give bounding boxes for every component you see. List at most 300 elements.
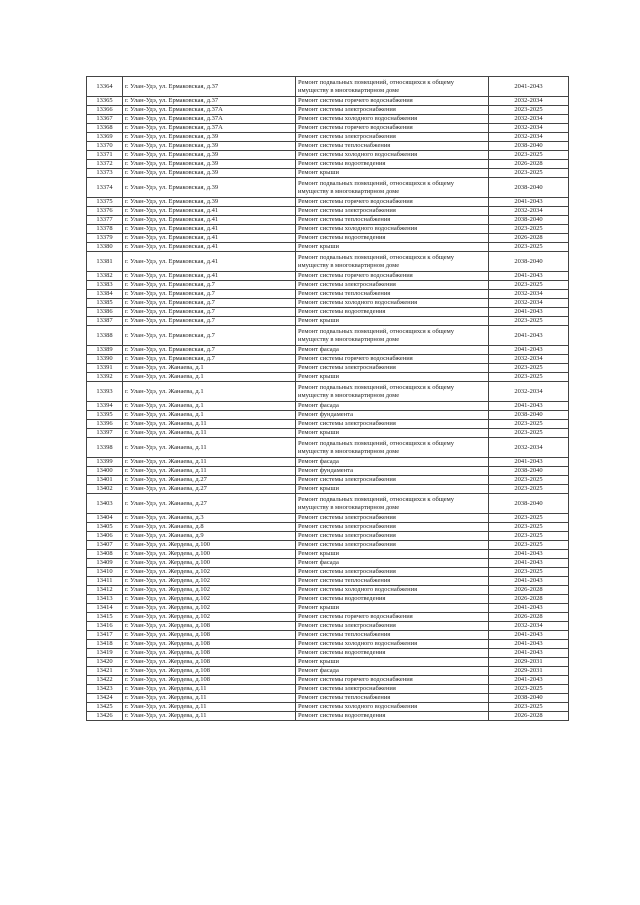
period-cell: 2026-2028 xyxy=(489,586,569,595)
period-cell: 2032-2034 xyxy=(489,382,569,402)
period-cell: 2023-2025 xyxy=(489,703,569,712)
row-number-cell: 13424 xyxy=(87,694,123,703)
table-row xyxy=(87,438,569,458)
work-type-cell: Ремонт системы теплоснабжения xyxy=(296,142,489,151)
period-cell: 2041-2043 xyxy=(489,577,569,586)
row-number-cell: 13410 xyxy=(87,568,123,577)
period-cell: 2041-2043 xyxy=(489,550,569,559)
table-row xyxy=(87,281,569,290)
work-type-cell: Ремонт подвальных помещений, относящихся к общему имуществу в многоквартирном доме xyxy=(296,382,489,402)
period-cell: 2041-2043 xyxy=(489,649,569,658)
row-number-cell: 13364 xyxy=(87,77,123,97)
table-row xyxy=(87,467,569,476)
period-cell: 2023-2025 xyxy=(489,225,569,234)
table-row xyxy=(87,712,569,721)
work-type-cell: Ремонт фасада xyxy=(296,559,489,568)
period-cell: 2023-2025 xyxy=(489,485,569,494)
row-number-cell: 13394 xyxy=(87,402,123,411)
row-number-cell: 13425 xyxy=(87,703,123,712)
work-type-cell: Ремонт системы электроснабжения xyxy=(296,476,489,485)
address-cell: г. Улан-Удэ, ул. Жердева, д.102 xyxy=(123,577,296,586)
period-cell: 2023-2025 xyxy=(489,106,569,115)
row-number-cell: 13411 xyxy=(87,577,123,586)
work-type-cell: Ремонт подвальных помещений, относящихся к общему имуществу в многоквартирном доме xyxy=(296,178,489,198)
work-type-cell: Ремонт системы электроснабжения xyxy=(296,523,489,532)
period-cell: 2026-2028 xyxy=(489,613,569,622)
work-type-cell: Ремонт подвальных помещений, относящихся к общему имуществу в многоквартирном доме xyxy=(296,77,489,97)
table-row xyxy=(87,411,569,420)
period-cell: 2041-2043 xyxy=(489,308,569,317)
row-number-cell: 13388 xyxy=(87,326,123,346)
table-row xyxy=(87,216,569,225)
row-number-cell: 13413 xyxy=(87,595,123,604)
row-number-cell: 13371 xyxy=(87,151,123,160)
table-row xyxy=(87,613,569,622)
work-type-cell: Ремонт крыши xyxy=(296,485,489,494)
work-type-cell: Ремонт крыши xyxy=(296,373,489,382)
table-row xyxy=(87,541,569,550)
address-cell: г. Улан-Удэ, ул. Жанаева, д.11 xyxy=(123,467,296,476)
row-number-cell: 13370 xyxy=(87,142,123,151)
address-cell: г. Улан-Удэ, ул. Жанаева, д.9 xyxy=(123,532,296,541)
work-type-cell: Ремонт системы горячего водоснабжения xyxy=(296,613,489,622)
row-number-cell: 13375 xyxy=(87,198,123,207)
table-row xyxy=(87,476,569,485)
period-cell: 2023-2025 xyxy=(489,476,569,485)
table-row xyxy=(87,106,569,115)
row-number-cell: 13415 xyxy=(87,613,123,622)
period-cell: 2023-2025 xyxy=(489,532,569,541)
period-cell: 2023-2025 xyxy=(489,523,569,532)
table-row xyxy=(87,160,569,169)
table-row xyxy=(87,667,569,676)
period-cell: 2032-2034 xyxy=(489,290,569,299)
row-number-cell: 13400 xyxy=(87,467,123,476)
row-number-cell: 13406 xyxy=(87,532,123,541)
work-type-cell: Ремонт подвальных помещений, относящихся к общему имуществу в многоквартирном доме xyxy=(296,326,489,346)
row-number-cell: 13404 xyxy=(87,514,123,523)
work-type-cell: Ремонт системы холодного водоснабжения xyxy=(296,299,489,308)
row-number-cell: 13386 xyxy=(87,308,123,317)
work-type-cell: Ремонт системы горячего водоснабжения xyxy=(296,272,489,281)
period-cell: 2038-2040 xyxy=(489,252,569,272)
repair-schedule-table xyxy=(86,76,569,721)
row-number-cell: 13419 xyxy=(87,649,123,658)
work-type-cell: Ремонт фасада xyxy=(296,667,489,676)
work-type-cell: Ремонт системы водоотведения xyxy=(296,160,489,169)
table-row xyxy=(87,178,569,198)
work-type-cell: Ремонт крыши xyxy=(296,604,489,613)
table-row xyxy=(87,346,569,355)
work-type-cell: Ремонт системы теплоснабжения xyxy=(296,290,489,299)
row-number-cell: 13414 xyxy=(87,604,123,613)
period-cell: 2038-2040 xyxy=(489,411,569,420)
period-cell: 2041-2043 xyxy=(489,676,569,685)
row-number-cell: 13422 xyxy=(87,676,123,685)
row-number-cell: 13391 xyxy=(87,364,123,373)
address-cell: г. Улан-Удэ, ул. Жердева, д.108 xyxy=(123,649,296,658)
address-cell: г. Улан-Удэ, ул. Жердева, д.100 xyxy=(123,541,296,550)
row-number-cell: 13393 xyxy=(87,382,123,402)
work-type-cell: Ремонт фундамента xyxy=(296,411,489,420)
row-number-cell: 13378 xyxy=(87,225,123,234)
period-cell: 2041-2043 xyxy=(489,631,569,640)
period-cell: 2023-2025 xyxy=(489,151,569,160)
period-cell: 2032-2034 xyxy=(489,438,569,458)
row-number-cell: 13380 xyxy=(87,243,123,252)
work-type-cell: Ремонт системы электроснабжения xyxy=(296,514,489,523)
table-row xyxy=(87,115,569,124)
period-cell: 2038-2040 xyxy=(489,467,569,476)
row-number-cell: 13402 xyxy=(87,485,123,494)
row-number-cell: 13392 xyxy=(87,373,123,382)
work-type-cell: Ремонт подвальных помещений, относящихся к общему имуществу в многоквартирном доме xyxy=(296,252,489,272)
period-cell: 2026-2028 xyxy=(489,595,569,604)
table-row xyxy=(87,586,569,595)
address-cell: г. Улан-Удэ, ул. Ермаковская, д.41 xyxy=(123,243,296,252)
table-row xyxy=(87,207,569,216)
table-row xyxy=(87,703,569,712)
period-cell: 2032-2034 xyxy=(489,355,569,364)
table-row xyxy=(87,577,569,586)
row-number-cell: 13418 xyxy=(87,640,123,649)
table-row xyxy=(87,243,569,252)
work-type-cell: Ремонт системы холодного водоснабжения xyxy=(296,115,489,124)
table-row xyxy=(87,355,569,364)
period-cell: 2023-2025 xyxy=(489,420,569,429)
work-type-cell: Ремонт системы электроснабжения xyxy=(296,133,489,142)
table-row xyxy=(87,685,569,694)
work-type-cell: Ремонт системы водоотведения xyxy=(296,234,489,243)
period-cell: 2032-2034 xyxy=(489,207,569,216)
period-cell: 2041-2043 xyxy=(489,604,569,613)
period-cell: 2032-2034 xyxy=(489,622,569,631)
table-row xyxy=(87,604,569,613)
table-row xyxy=(87,622,569,631)
period-cell: 2038-2040 xyxy=(489,142,569,151)
address-cell: г. Улан-Удэ, ул. Жердева, д.108 xyxy=(123,658,296,667)
address-cell: г. Улан-Удэ, ул. Ермаковская, д.41 xyxy=(123,272,296,281)
period-cell: 2023-2025 xyxy=(489,281,569,290)
table-row xyxy=(87,532,569,541)
address-cell: г. Улан-Удэ, ул. Жердева, д.108 xyxy=(123,640,296,649)
address-cell: г. Улан-Удэ, ул. Ермаковская, д.41 xyxy=(123,234,296,243)
address-cell: г. Улан-Удэ, ул. Ермаковская, д.39 xyxy=(123,198,296,207)
work-type-cell: Ремонт крыши xyxy=(296,658,489,667)
period-cell: 2041-2043 xyxy=(489,640,569,649)
work-type-cell: Ремонт системы электроснабжения xyxy=(296,106,489,115)
period-cell: 2023-2025 xyxy=(489,169,569,178)
address-cell: г. Улан-Удэ, ул. Жердева, д.11 xyxy=(123,694,296,703)
address-cell: г. Улан-Удэ, ул. Ермаковская, д.37 xyxy=(123,77,296,97)
address-cell: г. Улан-Удэ, ул. Жанаева, д.3 xyxy=(123,514,296,523)
row-number-cell: 13389 xyxy=(87,346,123,355)
period-cell: 2038-2040 xyxy=(489,494,569,514)
work-type-cell: Ремонт системы горячего водоснабжения xyxy=(296,124,489,133)
table-row xyxy=(87,308,569,317)
table-row xyxy=(87,694,569,703)
row-number-cell: 13374 xyxy=(87,178,123,198)
work-type-cell: Ремонт системы горячего водоснабжения xyxy=(296,676,489,685)
work-type-cell: Ремонт крыши xyxy=(296,550,489,559)
table-row xyxy=(87,485,569,494)
address-cell: г. Улан-Удэ, ул. Жанаева, д.11 xyxy=(123,458,296,467)
table-row xyxy=(87,494,569,514)
period-cell: 2026-2028 xyxy=(489,160,569,169)
address-cell: г. Улан-Удэ, ул. Ермаковская, д.41 xyxy=(123,207,296,216)
work-type-cell: Ремонт системы теплоснабжения xyxy=(296,577,489,586)
row-number-cell: 13426 xyxy=(87,712,123,721)
table-row xyxy=(87,595,569,604)
address-cell: г. Улан-Удэ, ул. Жердева, д.108 xyxy=(123,631,296,640)
address-cell: г. Улан-Удэ, ул. Жердева, д.102 xyxy=(123,604,296,613)
period-cell: 2041-2043 xyxy=(489,326,569,346)
address-cell: г. Улан-Удэ, ул. Ермаковская, д.39 xyxy=(123,169,296,178)
work-type-cell: Ремонт фасада xyxy=(296,402,489,411)
period-cell: 2041-2043 xyxy=(489,77,569,97)
work-type-cell: Ремонт системы электроснабжения xyxy=(296,532,489,541)
work-type-cell: Ремонт крыши xyxy=(296,317,489,326)
table-row xyxy=(87,299,569,308)
period-cell: 2032-2034 xyxy=(489,124,569,133)
address-cell: г. Улан-Удэ, ул. Жердева, д.102 xyxy=(123,586,296,595)
table-row xyxy=(87,151,569,160)
work-type-cell: Ремонт фасада xyxy=(296,346,489,355)
row-number-cell: 13405 xyxy=(87,523,123,532)
work-type-cell: Ремонт системы холодного водоснабжения xyxy=(296,640,489,649)
work-type-cell: Ремонт крыши xyxy=(296,169,489,178)
address-cell: г. Улан-Удэ, ул. Ермаковская, д.7 xyxy=(123,346,296,355)
address-cell: г. Улан-Удэ, ул. Жанаева, д.1 xyxy=(123,373,296,382)
table-row xyxy=(87,133,569,142)
table-row xyxy=(87,649,569,658)
table-row xyxy=(87,523,569,532)
period-cell: 2041-2043 xyxy=(489,272,569,281)
period-cell: 2023-2025 xyxy=(489,364,569,373)
period-cell: 2038-2040 xyxy=(489,216,569,225)
table-row xyxy=(87,234,569,243)
table-row xyxy=(87,142,569,151)
period-cell: 2038-2040 xyxy=(489,178,569,198)
row-number-cell: 13365 xyxy=(87,97,123,106)
period-cell: 2041-2043 xyxy=(489,198,569,207)
table-row xyxy=(87,97,569,106)
work-type-cell: Ремонт системы водоотведения xyxy=(296,308,489,317)
row-number-cell: 13387 xyxy=(87,317,123,326)
address-cell: г. Улан-Удэ, ул. Ермаковская, д.7 xyxy=(123,299,296,308)
table-row xyxy=(87,382,569,402)
work-type-cell: Ремонт подвальных помещений, относящихся к общему имуществу в многоквартирном доме xyxy=(296,494,489,514)
table-row xyxy=(87,317,569,326)
row-number-cell: 13372 xyxy=(87,160,123,169)
address-cell: г. Улан-Удэ, ул. Жанаева, д.11 xyxy=(123,438,296,458)
address-cell: г. Улан-Удэ, ул. Ермаковская, д.39 xyxy=(123,142,296,151)
address-cell: г. Улан-Удэ, ул. Жанаева, д.11 xyxy=(123,420,296,429)
work-type-cell: Ремонт системы горячего водоснабжения xyxy=(296,355,489,364)
address-cell: г. Улан-Удэ, ул. Жердева, д.102 xyxy=(123,568,296,577)
table-row xyxy=(87,402,569,411)
table-row xyxy=(87,514,569,523)
row-number-cell: 13367 xyxy=(87,115,123,124)
address-cell: г. Улан-Удэ, ул. Жердева, д.108 xyxy=(123,676,296,685)
work-type-cell: Ремонт системы электроснабжения xyxy=(296,420,489,429)
period-cell: 2023-2025 xyxy=(489,568,569,577)
row-number-cell: 13373 xyxy=(87,169,123,178)
work-type-cell: Ремонт системы теплоснабжения xyxy=(296,694,489,703)
work-type-cell: Ремонт системы электроснабжения xyxy=(296,622,489,631)
table-row xyxy=(87,77,569,97)
address-cell: г. Улан-Удэ, ул. Жанаева, д.1 xyxy=(123,411,296,420)
period-cell: 2023-2025 xyxy=(489,243,569,252)
table-row xyxy=(87,559,569,568)
work-type-cell: Ремонт системы холодного водоснабжения xyxy=(296,703,489,712)
row-number-cell: 13366 xyxy=(87,106,123,115)
address-cell: г. Улан-Удэ, ул. Жердева, д.100 xyxy=(123,559,296,568)
period-cell: 2026-2028 xyxy=(489,712,569,721)
address-cell: г. Улан-Удэ, ул. Ермаковская, д.39 xyxy=(123,178,296,198)
row-number-cell: 13408 xyxy=(87,550,123,559)
work-type-cell: Ремонт системы водоотведения xyxy=(296,649,489,658)
period-cell: 2041-2043 xyxy=(489,559,569,568)
address-cell: г. Улан-Удэ, ул. Жанаева, д.8 xyxy=(123,523,296,532)
work-type-cell: Ремонт системы холодного водоснабжения xyxy=(296,225,489,234)
table-body xyxy=(87,77,569,721)
row-number-cell: 13417 xyxy=(87,631,123,640)
row-number-cell: 13384 xyxy=(87,290,123,299)
work-type-cell: Ремонт системы электроснабжения xyxy=(296,281,489,290)
address-cell: г. Улан-Удэ, ул. Жанаева, д.27 xyxy=(123,494,296,514)
work-type-cell: Ремонт подвальных помещений, относящихся к общему имуществу в многоквартирном доме xyxy=(296,438,489,458)
row-number-cell: 13396 xyxy=(87,420,123,429)
period-cell: 2023-2025 xyxy=(489,514,569,523)
address-cell: г. Улан-Удэ, ул. Жердева, д.11 xyxy=(123,685,296,694)
work-type-cell: Ремонт фасада xyxy=(296,458,489,467)
work-type-cell: Ремонт системы электроснабжения xyxy=(296,541,489,550)
table-row xyxy=(87,568,569,577)
address-cell: г. Улан-Удэ, ул. Ермаковская, д.7 xyxy=(123,317,296,326)
work-type-cell: Ремонт системы водоотведения xyxy=(296,595,489,604)
address-cell: г. Улан-Удэ, ул. Жердева, д.11 xyxy=(123,703,296,712)
address-cell: г. Улан-Удэ, ул. Жанаева, д.27 xyxy=(123,485,296,494)
table-row xyxy=(87,658,569,667)
row-number-cell: 13382 xyxy=(87,272,123,281)
period-cell: 2029-2031 xyxy=(489,667,569,676)
period-cell: 2023-2025 xyxy=(489,541,569,550)
work-type-cell: Ремонт фундамента xyxy=(296,467,489,476)
period-cell: 2041-2043 xyxy=(489,458,569,467)
period-cell: 2023-2025 xyxy=(489,317,569,326)
address-cell: г. Улан-Удэ, ул. Жердева, д.100 xyxy=(123,550,296,559)
work-type-cell: Ремонт системы холодного водоснабжения xyxy=(296,151,489,160)
address-cell: г. Улан-Удэ, ул. Ермаковская, д.7 xyxy=(123,326,296,346)
row-number-cell: 13377 xyxy=(87,216,123,225)
table-row xyxy=(87,198,569,207)
period-cell: 2038-2040 xyxy=(489,694,569,703)
row-number-cell: 13423 xyxy=(87,685,123,694)
row-number-cell: 13420 xyxy=(87,658,123,667)
address-cell: г. Улан-Удэ, ул. Жердева, д.11 xyxy=(123,712,296,721)
table-row xyxy=(87,364,569,373)
row-number-cell: 13368 xyxy=(87,124,123,133)
address-cell: г. Улан-Удэ, ул. Жанаева, д.27 xyxy=(123,476,296,485)
row-number-cell: 13369 xyxy=(87,133,123,142)
work-type-cell: Ремонт системы теплоснабжения xyxy=(296,216,489,225)
table-row xyxy=(87,169,569,178)
table-row xyxy=(87,272,569,281)
address-cell: г. Улан-Удэ, ул. Ермаковская, д.37А xyxy=(123,106,296,115)
row-number-cell: 13421 xyxy=(87,667,123,676)
table-row xyxy=(87,550,569,559)
address-cell: г. Улан-Удэ, ул. Ермаковская, д.7 xyxy=(123,290,296,299)
table-row xyxy=(87,631,569,640)
table-row xyxy=(87,124,569,133)
address-cell: г. Улан-Удэ, ул. Жердева, д.108 xyxy=(123,667,296,676)
address-cell: г. Улан-Удэ, ул. Жанаева, д.11 xyxy=(123,429,296,438)
table-row xyxy=(87,373,569,382)
work-type-cell: Ремонт крыши xyxy=(296,243,489,252)
period-cell: 2032-2034 xyxy=(489,133,569,142)
period-cell: 2041-2043 xyxy=(489,346,569,355)
row-number-cell: 13409 xyxy=(87,559,123,568)
table-row xyxy=(87,429,569,438)
address-cell: г. Улан-Удэ, ул. Ермаковская, д.37А xyxy=(123,115,296,124)
work-type-cell: Ремонт системы водоотведения xyxy=(296,712,489,721)
row-number-cell: 13381 xyxy=(87,252,123,272)
address-cell: г. Улан-Удэ, ул. Жердева, д.108 xyxy=(123,622,296,631)
address-cell: г. Улан-Удэ, ул. Ермаковская, д.39 xyxy=(123,160,296,169)
period-cell: 2029-2031 xyxy=(489,658,569,667)
address-cell: г. Улан-Удэ, ул. Ермаковская, д.37А xyxy=(123,124,296,133)
address-cell: г. Улан-Удэ, ул. Ермаковская, д.39 xyxy=(123,133,296,142)
address-cell: г. Улан-Удэ, ул. Ермаковская, д.41 xyxy=(123,225,296,234)
row-number-cell: 13385 xyxy=(87,299,123,308)
table-row xyxy=(87,290,569,299)
address-cell: г. Улан-Удэ, ул. Ермаковская, д.41 xyxy=(123,252,296,272)
work-type-cell: Ремонт системы электроснабжения xyxy=(296,207,489,216)
address-cell: г. Улан-Удэ, ул. Ермаковская, д.41 xyxy=(123,216,296,225)
row-number-cell: 13383 xyxy=(87,281,123,290)
work-type-cell: Ремонт системы электроснабжения xyxy=(296,685,489,694)
period-cell: 2026-2028 xyxy=(489,234,569,243)
row-number-cell: 13403 xyxy=(87,494,123,514)
row-number-cell: 13379 xyxy=(87,234,123,243)
row-number-cell: 13390 xyxy=(87,355,123,364)
table-row xyxy=(87,225,569,234)
address-cell: г. Улан-Удэ, ул. Жанаева, д.1 xyxy=(123,402,296,411)
address-cell: г. Улан-Удэ, ул. Ермаковская, д.7 xyxy=(123,308,296,317)
work-type-cell: Ремонт крыши xyxy=(296,429,489,438)
address-cell: г. Улан-Удэ, ул. Жердева, д.102 xyxy=(123,595,296,604)
table-row xyxy=(87,326,569,346)
row-number-cell: 13398 xyxy=(87,438,123,458)
address-cell: г. Улан-Удэ, ул. Ермаковская, д.7 xyxy=(123,281,296,290)
table-row xyxy=(87,252,569,272)
row-number-cell: 13407 xyxy=(87,541,123,550)
period-cell: 2032-2034 xyxy=(489,97,569,106)
period-cell: 2032-2034 xyxy=(489,115,569,124)
work-type-cell: Ремонт системы холодного водоснабжения xyxy=(296,586,489,595)
address-cell: г. Улан-Удэ, ул. Ермаковская, д.7 xyxy=(123,355,296,364)
work-type-cell: Ремонт системы горячего водоснабжения xyxy=(296,198,489,207)
period-cell: 2023-2025 xyxy=(489,373,569,382)
period-cell: 2023-2025 xyxy=(489,685,569,694)
work-type-cell: Ремонт системы теплоснабжения xyxy=(296,631,489,640)
work-type-cell: Ремонт системы горячего водоснабжения xyxy=(296,97,489,106)
address-cell: г. Улан-Удэ, ул. Ермаковская, д.39 xyxy=(123,151,296,160)
address-cell: г. Улан-Удэ, ул. Жанаева, д.1 xyxy=(123,364,296,373)
row-number-cell: 13412 xyxy=(87,586,123,595)
row-number-cell: 13376 xyxy=(87,207,123,216)
